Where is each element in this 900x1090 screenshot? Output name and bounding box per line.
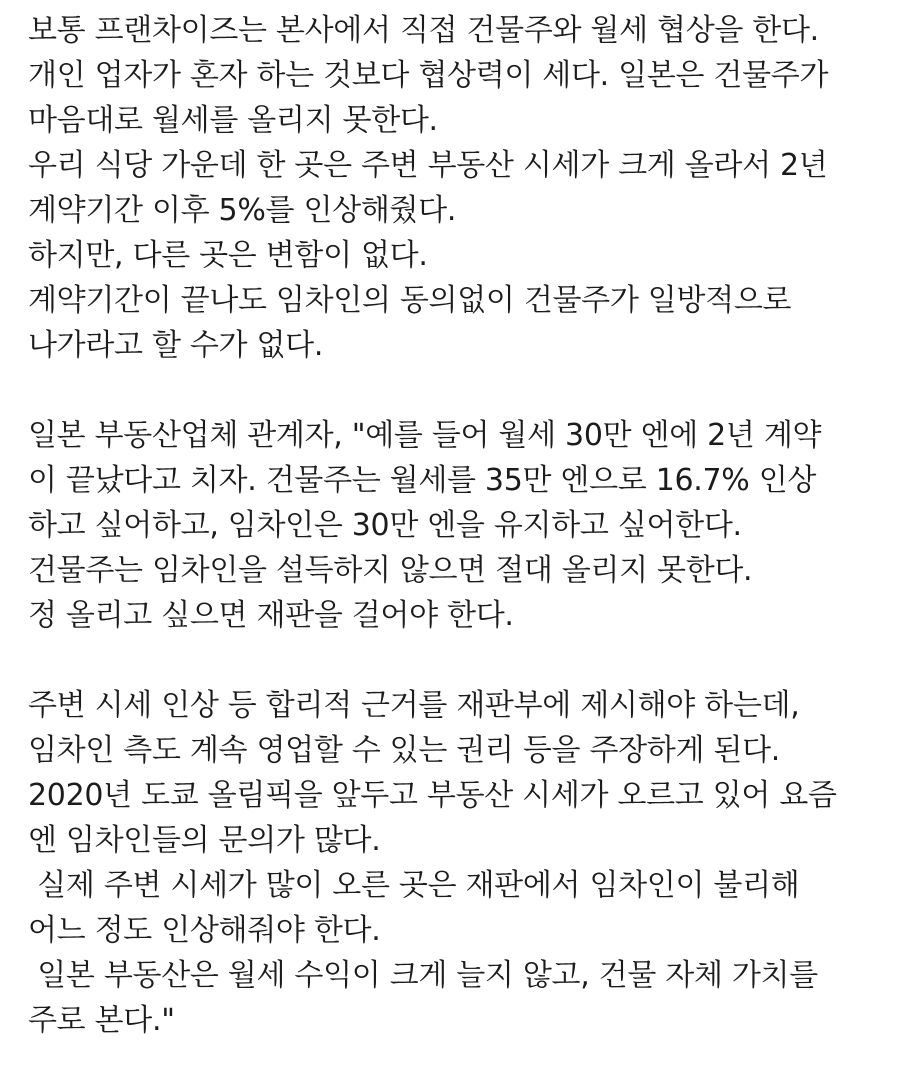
text-line: 주변 시세 인상 등 합리적 근거를 재판부에 제시해야 하는데, [28, 688, 800, 723]
text-line: 개인 업자가 혼자 하는 것보다 협상력이 세다. 일본은 건물주가 [28, 58, 829, 93]
text-line: 우리 식당 가운데 한 곳은 주변 부동산 시세가 크게 올라서 2년 [28, 148, 828, 183]
text-line: 정 올리고 싶으면 재판을 걸어야 한다. [28, 598, 514, 633]
text-line: 이 끝났다고 치자. 건물주는 월세를 35만 엔으로 16.7% 인상 [28, 463, 817, 498]
text-line: 보통 프랜차이즈는 본사에서 직접 건물주와 월세 협상을 한다. [28, 13, 819, 48]
text-line: 계약기간이 끝나도 임차인의 동의없이 건물주가 일방적으로 [28, 283, 792, 318]
paragraph-court-and-market [28, 683, 888, 1043]
paragraph-gap [28, 638, 888, 683]
text-line: 실제 주변 시세가 많이 오른 곳은 재판에서 임차인이 불리해 [28, 868, 800, 903]
paragraph-gap [28, 368, 888, 413]
text-line: 건물주는 임차인을 설득하지 않으면 절대 올리지 못한다. [28, 553, 753, 588]
text-line: 엔 임차인들의 문의가 많다. [28, 823, 381, 858]
text-line: 마음대로 월세를 올리지 못한다. [28, 103, 438, 138]
text-line: 나가라고 할 수가 없다. [28, 328, 324, 363]
paragraph-agent-quote [28, 413, 888, 638]
text-line: 주로 본다." [28, 1003, 175, 1038]
text-line: 2020년 도쿄 올림픽을 앞두고 부동산 시세가 오르고 있어 요즘 [28, 778, 837, 813]
article-text [28, 8, 888, 1043]
text-line: 임차인 측도 계속 영업할 수 있는 권리 등을 주장하게 된다. [28, 733, 781, 768]
paragraph-franchise-rent [28, 8, 888, 368]
text-line: 계약기간 이후 5%를 인상해줬다. [28, 193, 457, 228]
text-line: 하고 싶어하고, 임차인은 30만 엔을 유지하고 싶어한다. [28, 508, 742, 543]
text-line: 하지만, 다른 곳은 변함이 없다. [28, 238, 428, 273]
text-line: 일본 부동산업체 관계자, "예를 들어 월세 30만 엔에 2년 계약 [28, 418, 822, 453]
text-line: 어느 정도 인상해줘야 한다. [28, 913, 381, 948]
text-line: 일본 부동산은 월세 수익이 크게 늘지 않고, 건물 자체 가치를 [28, 958, 818, 993]
